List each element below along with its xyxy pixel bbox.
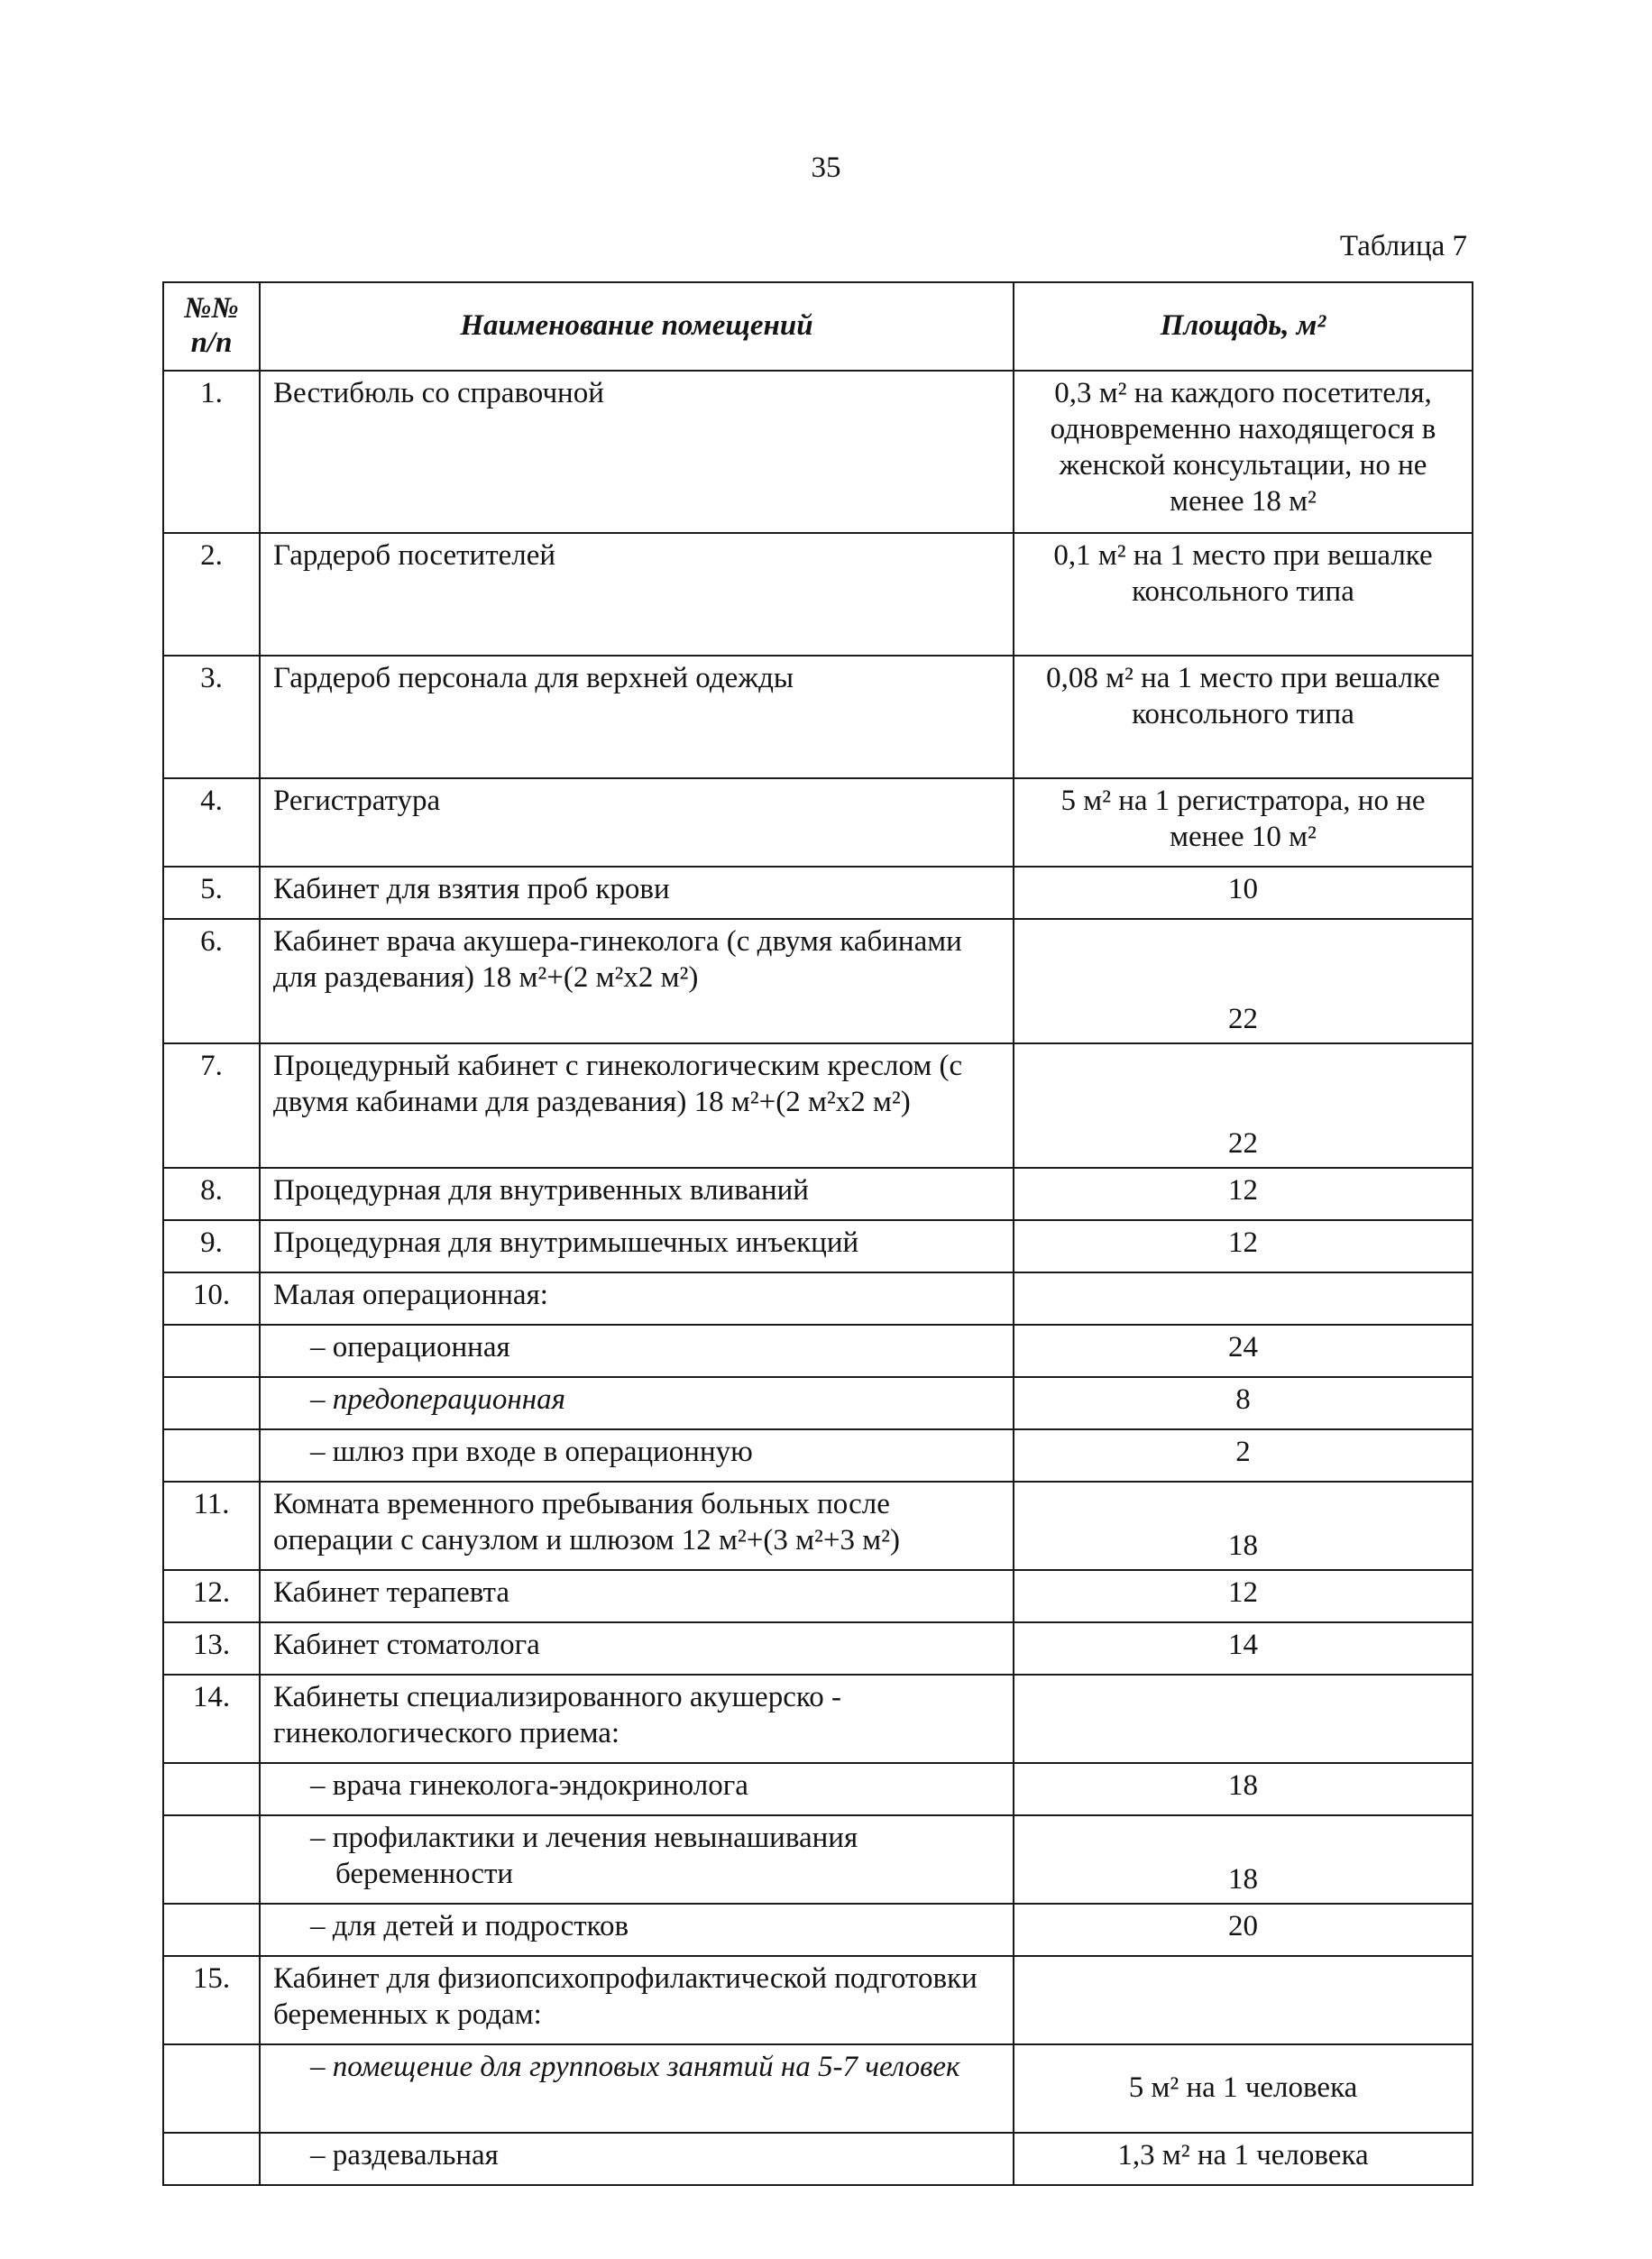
- row-number: [163, 1429, 260, 1482]
- table-row: [163, 533, 1473, 656]
- room-area: [1014, 1956, 1473, 2044]
- table-row: [163, 919, 1473, 1043]
- table-row: [163, 778, 1473, 867]
- room-subitem-name: – операционная: [310, 1331, 510, 1364]
- table-row: [163, 2133, 1473, 2185]
- table-row: [163, 1675, 1473, 1763]
- room-name: Комната временного пребывания больных после операции с санузлом и шлюзом 12 м²+(3 м²+3 м²): [260, 1482, 1014, 1570]
- row-number: 6.: [163, 919, 260, 1043]
- room-area: 14: [1014, 1622, 1473, 1675]
- table-row: [163, 1956, 1473, 2044]
- room-name: Кабинет стоматолога: [260, 1622, 1014, 1675]
- room-name: Кабинеты специализированного акушерско - гинекологического приема:: [260, 1675, 1014, 1763]
- room-area: [1014, 1272, 1473, 1325]
- table-row: [163, 1482, 1473, 1570]
- table-row: [163, 1377, 1473, 1429]
- table-row: [163, 656, 1473, 778]
- row-number: 5.: [163, 867, 260, 919]
- room-area: 18: [1014, 1763, 1473, 1815]
- room-name: [260, 1377, 1014, 1429]
- room-name: [260, 1763, 1014, 1815]
- table-row: [163, 371, 1473, 533]
- room-name: Процедурный кабинет с гинекологическим креслом (с двумя кабинами для раздевания) 18 м²+(2 м²х2 м²): [260, 1043, 1014, 1168]
- room-name: Гардероб персонала для верхней одежды: [260, 656, 1014, 778]
- room-name: Кабинет для взятия проб крови: [260, 867, 1014, 919]
- row-number: [163, 2044, 260, 2133]
- room-subitem-name: – врача гинеколога-эндокринолога: [310, 1769, 748, 1802]
- row-number: [163, 1815, 260, 1904]
- room-area: 12: [1014, 1220, 1473, 1272]
- room-subitem-name: – для детей и подростков: [310, 1910, 629, 1942]
- table-caption: Таблица 7: [1339, 230, 1467, 262]
- table-row: [163, 1429, 1473, 1482]
- room-name: [260, 1815, 1014, 1904]
- room-name: Процедурная для внутривенных вливаний: [260, 1168, 1014, 1220]
- room-name: Гардероб посетителей: [260, 533, 1014, 656]
- row-number: 1.: [163, 371, 260, 533]
- row-number: 10.: [163, 1272, 260, 1325]
- row-number: [163, 1377, 260, 1429]
- room-subitem-name: – раздевальная: [310, 2139, 499, 2172]
- room-name: Процедурная для внутримышечных инъекций: [260, 1220, 1014, 1272]
- row-number: 14.: [163, 1675, 260, 1763]
- row-number: 11.: [163, 1482, 260, 1570]
- header-number: №№ п/п: [163, 282, 260, 371]
- rooms-area-table: [162, 281, 1473, 2186]
- header-name: Наименование помещений: [260, 282, 1014, 371]
- room-name: Кабинет для физиопсихопрофилактической подготовки беременных к родам:: [260, 1956, 1014, 2044]
- page-number: 35: [811, 152, 841, 184]
- row-number: 12.: [163, 1570, 260, 1622]
- table-row: [163, 1570, 1473, 1622]
- table-row: [163, 1272, 1473, 1325]
- table-row: [163, 1763, 1473, 1815]
- row-number: 15.: [163, 1956, 260, 2044]
- room-name: [260, 1429, 1014, 1482]
- room-area: [1014, 1675, 1473, 1763]
- room-area: 2: [1014, 1429, 1473, 1482]
- table-row: [163, 1325, 1473, 1377]
- room-name: [260, 1904, 1014, 1956]
- room-name: Малая операционная:: [260, 1272, 1014, 1325]
- room-area: 22: [1014, 1043, 1473, 1168]
- room-name: [260, 1325, 1014, 1377]
- room-area: 0,3 м² на каждого посетителя, одновременно находящегося в женской консультации, но не менее 18 м²: [1014, 371, 1473, 533]
- table-row: [163, 1168, 1473, 1220]
- room-subitem-name: – помещение для групповых занятий на 5-7 человек: [310, 2051, 960, 2083]
- row-number: 13.: [163, 1622, 260, 1675]
- room-name: [260, 2133, 1014, 2185]
- room-name: Вестибюль со справочной: [260, 371, 1014, 533]
- row-number: [163, 2133, 260, 2185]
- room-area: 10: [1014, 867, 1473, 919]
- table-row: [163, 1904, 1473, 1956]
- room-name: Кабинет терапевта: [260, 1570, 1014, 1622]
- row-number: 9.: [163, 1220, 260, 1272]
- room-area: 1,3 м² на 1 человека: [1014, 2133, 1473, 2185]
- room-area: 12: [1014, 1570, 1473, 1622]
- room-area: 18: [1014, 1482, 1473, 1570]
- table-row: [163, 867, 1473, 919]
- row-number: 7.: [163, 1043, 260, 1168]
- row-number: 4.: [163, 778, 260, 867]
- table-row: [163, 1043, 1473, 1168]
- room-area: 24: [1014, 1325, 1473, 1377]
- row-number: 8.: [163, 1168, 260, 1220]
- room-area: 0,08 м² на 1 место при вешалке консольного типа: [1014, 656, 1473, 778]
- room-area: 5 м² на 1 человека: [1014, 2044, 1473, 2133]
- row-number: [163, 1325, 260, 1377]
- room-name: Кабинет врача акушера-гинеколога (с двумя кабинами для раздевания) 18 м²+(2 м²х2 м²): [260, 919, 1014, 1043]
- room-subitem-name: – профилактики и лечения невынашивания беременности: [310, 1822, 858, 1890]
- room-subitem-name: – шлюз при входе в операционную: [310, 1436, 753, 1468]
- room-name: Регистратура: [260, 778, 1014, 867]
- header-area: Площадь, м²: [1014, 282, 1473, 371]
- room-area: 8: [1014, 1377, 1473, 1429]
- row-number: [163, 1763, 260, 1815]
- row-number: 3.: [163, 656, 260, 778]
- room-name: [260, 2044, 1014, 2133]
- row-number: 2.: [163, 533, 260, 656]
- room-area: 0,1 м² на 1 место при вешалке консольного типа: [1014, 533, 1473, 656]
- table-row: [163, 1220, 1473, 1272]
- room-area: 5 м² на 1 регистратора, но не менее 10 м²: [1014, 778, 1473, 867]
- row-number: [163, 1904, 260, 1956]
- room-area: 22: [1014, 919, 1473, 1043]
- table-row: [163, 2044, 1473, 2133]
- room-area: 20: [1014, 1904, 1473, 1956]
- room-area: 12: [1014, 1168, 1473, 1220]
- room-subitem-name: – предоперационная: [310, 1383, 565, 1416]
- table-header-row: [163, 282, 1473, 371]
- table-row: [163, 1815, 1473, 1904]
- room-area: 18: [1014, 1815, 1473, 1904]
- table-row: [163, 1622, 1473, 1675]
